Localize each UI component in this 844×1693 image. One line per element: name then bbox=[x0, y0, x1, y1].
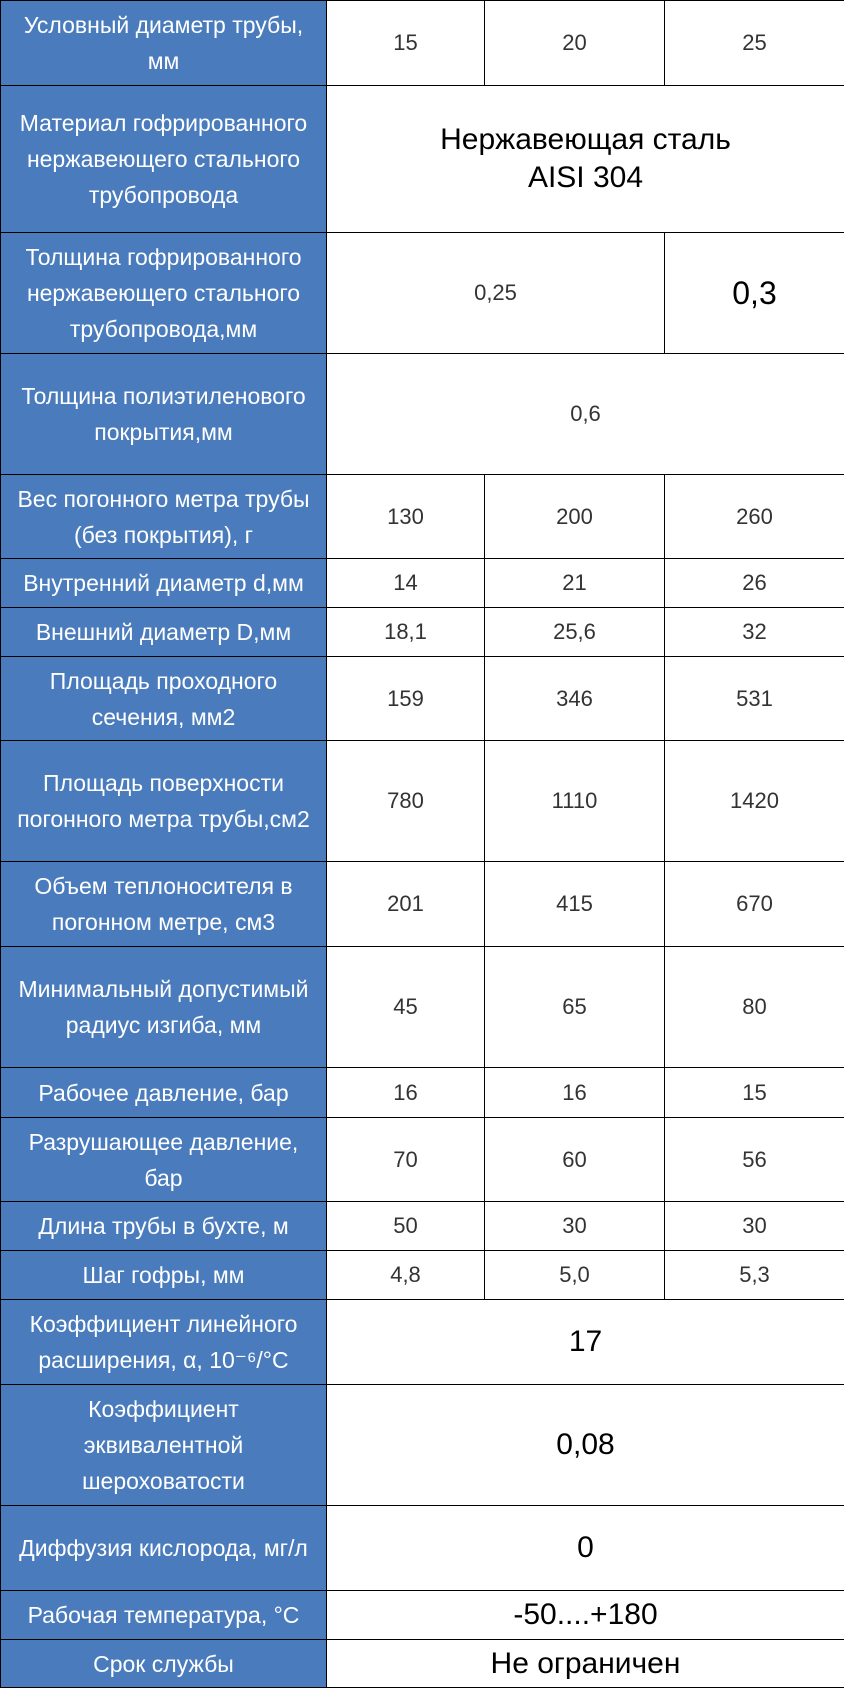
cell-value: 20 bbox=[485, 1, 665, 86]
table-row-corrugation-pitch bbox=[1, 1251, 844, 1300]
cell-value: 130 bbox=[327, 475, 485, 559]
cell-value-merged: Не ограничен bbox=[327, 1640, 844, 1688]
cell-value: 30 bbox=[485, 1202, 665, 1251]
cell-value: 5,3 bbox=[665, 1251, 844, 1300]
cell-value: 21 bbox=[485, 559, 665, 608]
row-label: Длина трубы в бухте, м bbox=[1, 1202, 327, 1251]
cell-value: 1110 bbox=[485, 741, 665, 862]
row-label: Вес погонного метра трубы (без покрытия), г bbox=[1, 475, 327, 559]
cell-value: 65 bbox=[485, 947, 665, 1068]
cell-value: 50 bbox=[327, 1202, 485, 1251]
table-row-inner-diameter bbox=[1, 559, 844, 608]
cell-value: 670 bbox=[665, 862, 844, 947]
cell-value: 346 bbox=[485, 657, 665, 741]
table-row-material bbox=[1, 86, 844, 233]
cell-value: 16 bbox=[485, 1068, 665, 1118]
cell-value-merged: 0,25 bbox=[327, 233, 665, 354]
cell-value: 32 bbox=[665, 608, 844, 657]
table-row-working-pressure bbox=[1, 1068, 844, 1118]
cell-value: 25,6 bbox=[485, 608, 665, 657]
cell-value-merged: -50....+180 bbox=[327, 1591, 844, 1640]
cell-value: 531 bbox=[665, 657, 844, 741]
row-label: Шаг гофры, мм bbox=[1, 1251, 327, 1300]
row-label: Срок службы bbox=[1, 1640, 327, 1688]
cell-value: 18,1 bbox=[327, 608, 485, 657]
cell-value-merged: 0 bbox=[327, 1506, 844, 1591]
cell-value: 70 bbox=[327, 1118, 485, 1202]
cell-value: 26 bbox=[665, 559, 844, 608]
table-row-coil-length bbox=[1, 1202, 844, 1251]
row-label: Рабочее давление, бар bbox=[1, 1068, 327, 1118]
table-row-roughness-coeff bbox=[1, 1385, 844, 1506]
row-label: Рабочая температура, °C bbox=[1, 1591, 327, 1640]
cell-value: 5,0 bbox=[485, 1251, 665, 1300]
cell-value: 14 bbox=[327, 559, 485, 608]
table-row-flow-area bbox=[1, 657, 844, 741]
cell-value: 415 bbox=[485, 862, 665, 947]
cell-value: 200 bbox=[485, 475, 665, 559]
row-label: Толщина гофрированного нержавеющего стального трубопровода,мм bbox=[1, 233, 327, 354]
cell-value-merged: 0,6 bbox=[327, 354, 844, 475]
table-row-working-temp bbox=[1, 1591, 844, 1640]
row-label: Внешний диаметр D,мм bbox=[1, 608, 327, 657]
cell-value: 159 bbox=[327, 657, 485, 741]
cell-value: 4,8 bbox=[327, 1251, 485, 1300]
row-label: Диффузия кислорода, мг/л bbox=[1, 1506, 327, 1591]
table-row-nominal-diameter bbox=[1, 1, 844, 86]
cell-value-merged: 0,08 bbox=[327, 1385, 844, 1506]
cell-value: 201 bbox=[327, 862, 485, 947]
row-label: Разрушающее давление, бар bbox=[1, 1118, 327, 1202]
cell-value-merged: 17 bbox=[327, 1300, 844, 1385]
row-label: Объем теплоносителя в погонном метре, см3 bbox=[1, 862, 327, 947]
row-label: Площадь поверхности погонного метра трубы,см2 bbox=[1, 741, 327, 862]
table-row-thickness-steel bbox=[1, 233, 844, 354]
table-row-outer-diameter bbox=[1, 608, 844, 657]
cell-value: 260 bbox=[665, 475, 844, 559]
cell-value: 30 bbox=[665, 1202, 844, 1251]
table-row-coolant-volume bbox=[1, 862, 844, 947]
cell-value-merged bbox=[327, 86, 844, 233]
table-row-oxygen-diffusion bbox=[1, 1506, 844, 1591]
cell-value: 45 bbox=[327, 947, 485, 1068]
cell-value: 56 bbox=[665, 1118, 844, 1202]
row-label: Коэффициент эквивалентной шероховатости bbox=[1, 1385, 327, 1506]
row-label: Условный диаметр трубы, мм bbox=[1, 1, 327, 86]
cell-value: 15 bbox=[327, 1, 485, 86]
cell-value: 25 bbox=[665, 1, 844, 86]
row-label: Коэффициент линейного расширения, α, 10⁻⁶/°C bbox=[1, 1300, 327, 1385]
cell-value: 0,3 bbox=[665, 233, 844, 354]
table-row-surface-area bbox=[1, 741, 844, 862]
cell-value: 1420 bbox=[665, 741, 844, 862]
cell-value: 16 bbox=[327, 1068, 485, 1118]
table-row-burst-pressure bbox=[1, 1118, 844, 1202]
cell-value: 80 bbox=[665, 947, 844, 1068]
table-row-thickness-pe bbox=[1, 354, 844, 475]
cell-value: 780 bbox=[327, 741, 485, 862]
cell-value: 15 bbox=[665, 1068, 844, 1118]
row-label: Площадь проходного сечения, мм2 bbox=[1, 657, 327, 741]
table-row-bend-radius bbox=[1, 947, 844, 1068]
table-row-service-life bbox=[1, 1640, 844, 1688]
material-line-2: AISI 304 bbox=[527, 161, 644, 194]
row-label: Минимальный допустимый радиус изгиба, мм bbox=[1, 947, 327, 1068]
row-label: Толщина полиэтиленового покрытия,мм bbox=[1, 354, 327, 475]
table-row-expansion-coeff bbox=[1, 1300, 844, 1385]
cell-value: 60 bbox=[485, 1118, 665, 1202]
row-label: Внутренний диаметр d,мм bbox=[1, 559, 327, 608]
table-row-weight bbox=[1, 475, 844, 559]
row-label: Материал гофрированного нержавеющего стального трубопровода bbox=[1, 86, 327, 233]
material-line-1: Нержавеющая сталь bbox=[440, 123, 731, 156]
